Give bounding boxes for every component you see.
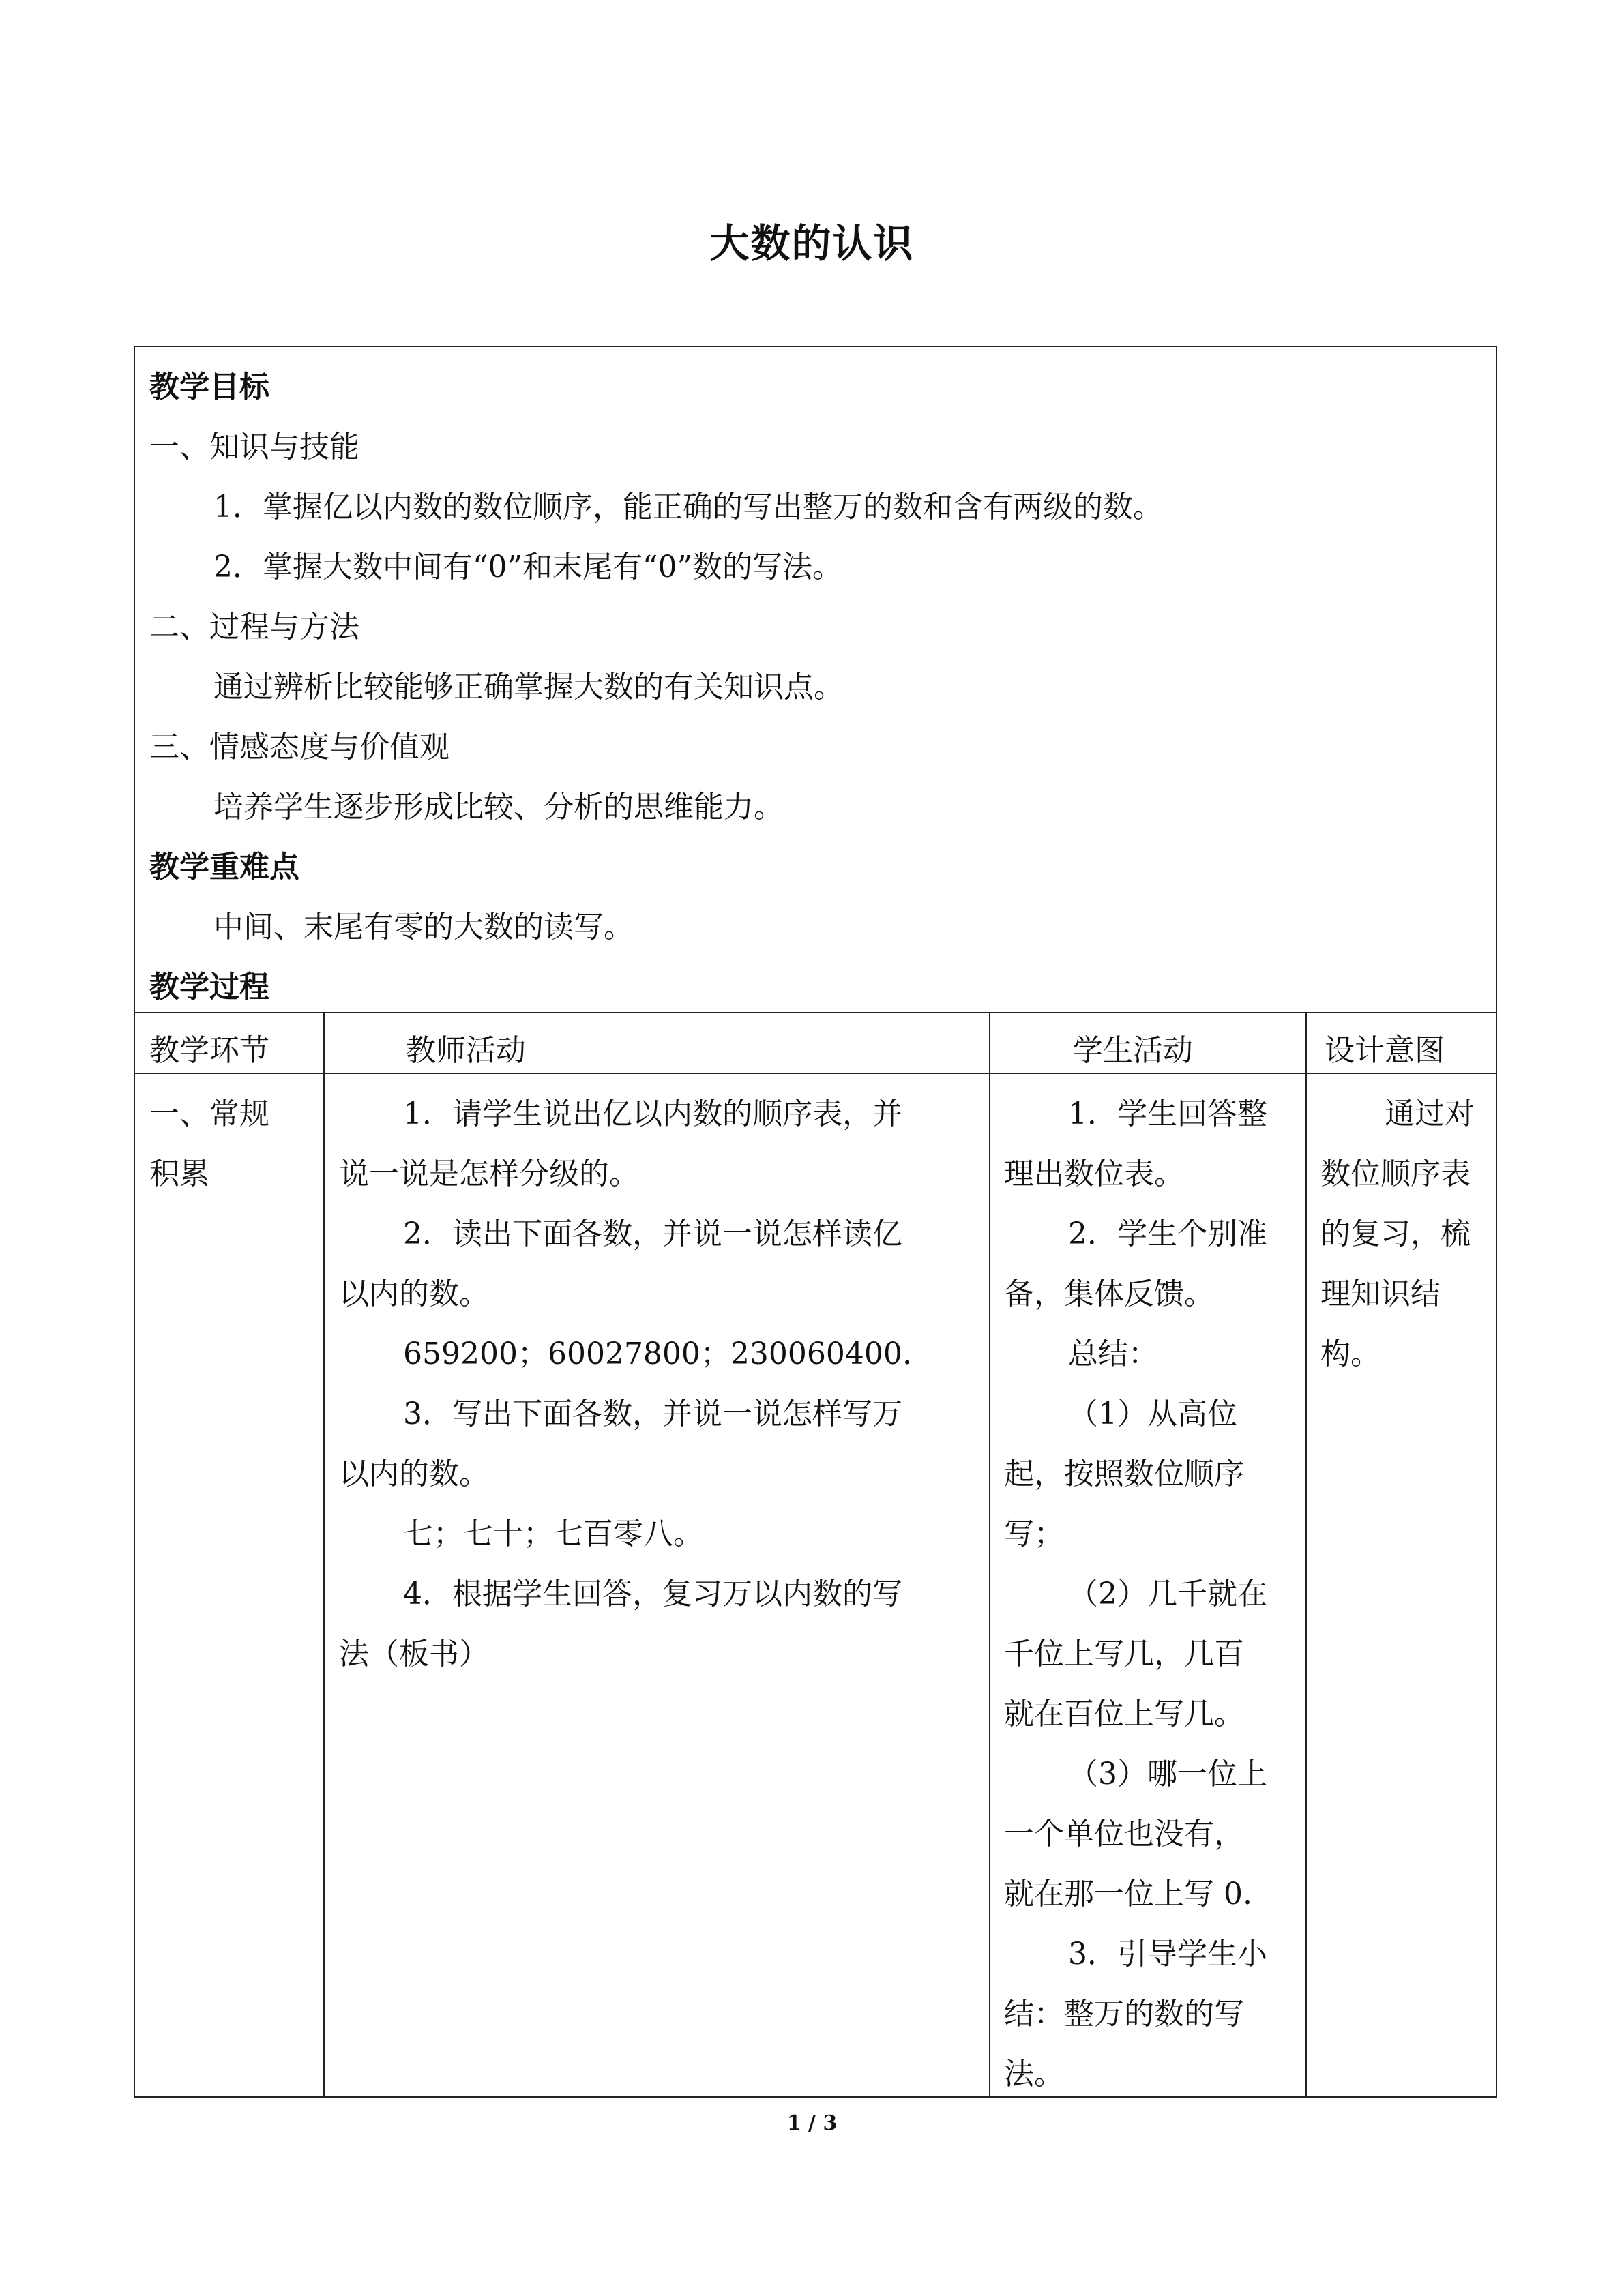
key-points-text: 中间、末尾有零的大数的读写。	[213, 910, 634, 944]
column-divider-2	[989, 1012, 990, 2098]
process-heading: 教学过程	[149, 970, 269, 1004]
teacher-activity-line: 1．请学生说出亿以内数的顺序表，并	[403, 1097, 902, 1131]
stage-line: 一、常规	[149, 1097, 269, 1131]
student-activity-line: （3）哪一位上	[1068, 1757, 1267, 1791]
teacher-activity-line: 以内的数。	[339, 1457, 489, 1491]
teacher-activity-line: 以内的数。	[339, 1277, 489, 1311]
student-activity-line: 结：整万的数的写	[1004, 1997, 1244, 2031]
key-points-heading: 教学重难点	[149, 850, 299, 884]
teacher-activity-line: 说一说是怎样分级的。	[339, 1157, 639, 1191]
design-intent-line: 构。	[1320, 1337, 1381, 1371]
teacher-activity-line: 七；七十；七百零八。	[403, 1517, 703, 1551]
process-header-bottom-line	[134, 1073, 1497, 1074]
teacher-activity-line: 4．根据学生回答，复习万以内数的写	[403, 1577, 902, 1611]
student-activity-line: 备，集体反馈。	[1004, 1277, 1214, 1311]
student-activity-line: （1）从高位	[1068, 1397, 1237, 1431]
knowledge-skills-title: 一、知识与技能	[149, 430, 359, 464]
student-activity-line: 写；	[1004, 1517, 1064, 1551]
design-intent-line: 数位顺序表	[1320, 1157, 1471, 1191]
column-divider-3	[1305, 1012, 1307, 2098]
column-header-student: 学生活动	[1073, 1033, 1193, 1068]
stage-line: 积累	[149, 1157, 209, 1191]
attitude-values-title: 三、情感态度与价值观	[149, 730, 449, 764]
process-method-text: 通过辨析比较能够正确掌握大数的有关知识点。	[213, 670, 844, 704]
student-activity-line: 千位上写几，几百	[1004, 1637, 1244, 1671]
design-intent-line: 的复习，梳	[1320, 1217, 1471, 1251]
teacher-activity-line: 2．读出下面各数，并说一说怎样读亿	[403, 1217, 902, 1251]
student-activity-line: 3．引导学生小	[1068, 1937, 1267, 1971]
teacher-activity-line: 659200；60027800；230060400.	[403, 1337, 912, 1371]
teacher-activity-line: 3．写出下面各数，并说一说怎样写万	[403, 1397, 902, 1431]
objectives-heading: 教学目标	[149, 370, 269, 404]
student-activity-line: 起，按照数位顺序	[1004, 1457, 1244, 1491]
design-intent-line: 通过对	[1385, 1097, 1475, 1131]
student-activity-line: 法。	[1004, 2057, 1064, 2091]
student-activity-line: 就在百位上写几。	[1004, 1697, 1244, 1731]
teacher-activity-line: 法（板书）	[339, 1637, 489, 1671]
student-activity-line: （2）几千就在	[1068, 1577, 1267, 1611]
student-activity-line: 就在那一位上写 0.	[1004, 1877, 1252, 1911]
student-activity-line: 总结：	[1068, 1337, 1158, 1371]
knowledge-skills-item-1: 1．掌握亿以内数的数位顺序，能正确的写出整万的数和含有两级的数。	[213, 490, 1163, 524]
column-header-stage: 教学环节	[149, 1033, 269, 1068]
process-method-title: 二、过程与方法	[149, 610, 359, 644]
student-activity-line: 理出数位表。	[1004, 1157, 1184, 1191]
column-header-intent: 设计意图	[1325, 1033, 1445, 1068]
column-header-teacher: 教师活动	[406, 1033, 526, 1068]
page-title: 大数的认识	[709, 220, 915, 267]
student-activity-line: 2．学生个别准	[1068, 1217, 1267, 1251]
column-divider-1	[323, 1012, 325, 2098]
process-header-top-line	[134, 1012, 1497, 1013]
design-intent-line: 理知识结	[1320, 1277, 1441, 1311]
knowledge-skills-item-2: 2．掌握大数中间有“0”和末尾有“0”数的写法。	[213, 550, 842, 584]
student-activity-line: 一个单位也没有，	[1004, 1817, 1244, 1851]
student-activity-line: 1．学生回答整	[1068, 1097, 1267, 1131]
attitude-values-text: 培养学生逐步形成比较、分析的思维能力。	[213, 790, 784, 824]
page-number: 1 / 3	[786, 2111, 838, 2135]
